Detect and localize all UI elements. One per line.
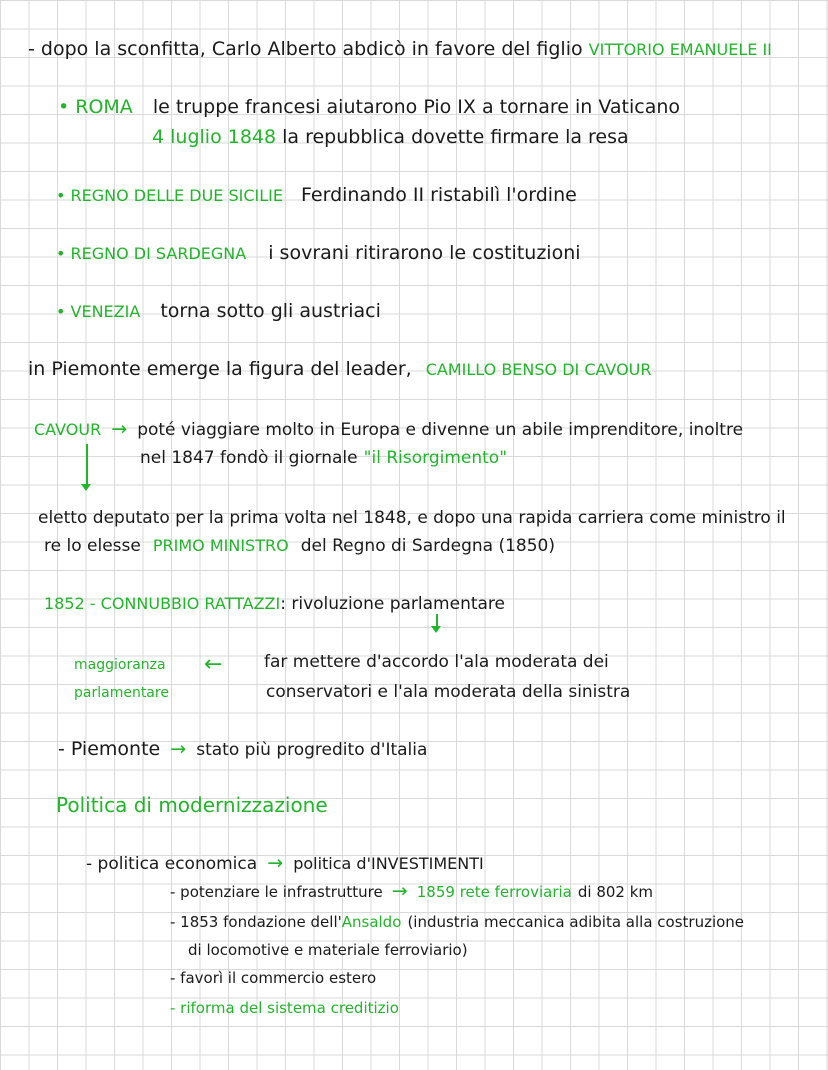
maggioranza-text-1: far mettere d'accordo l'ala moderata dei <box>264 652 609 672</box>
eletto-text-2b: del Regno di Sardegna (1850) <box>300 536 555 556</box>
maggioranza-text-2: conservatori e l'ala moderata della sinistra <box>266 682 631 702</box>
due-sicilie-label: • REGNO DELLE DUE SICILIE <box>56 186 283 205</box>
maggioranza-arrow <box>204 654 222 676</box>
piemonte-stato-line <box>58 738 427 761</box>
piemonte-stato-label: - Piemonte <box>58 738 161 760</box>
roma-label: • ROMA <box>58 96 133 118</box>
cavour-name-highlight: CAMILLO BENSO DI CAVOUR <box>425 360 652 379</box>
roma-date-line <box>152 126 629 148</box>
politica-item-2b <box>188 938 468 961</box>
item2-text-d: di locomotive e materiale ferroviario) <box>188 941 468 959</box>
roma-date-text: la repubblica dovette firmare la resa <box>282 126 629 148</box>
item1-arrow-icon: → <box>391 880 408 902</box>
roma-text: le truppe francesi aiutarono Pio IX a tornare in Vaticano <box>152 96 681 118</box>
item1-km: di 802 km <box>577 883 654 901</box>
item3-text: - favorì il commercio estero <box>170 969 377 987</box>
cavour-text-2: nel 1847 fondò il giornale <box>140 448 358 468</box>
due-sicilie-text: Ferdinando II ristabilì l'ordine <box>301 184 577 206</box>
cavour-line-1 <box>34 418 743 441</box>
politica-heading-text: politica d'INVESTIMENTI <box>293 854 484 873</box>
sardegna-label: • REGNO DI SARDEGNA <box>56 244 247 263</box>
cavour-label: CAVOUR <box>34 420 102 439</box>
connubbio-line <box>44 592 505 615</box>
connubbio-title: 1852 - CONNUBBIO RATTAZZI <box>44 594 281 613</box>
eletto-line-1 <box>38 506 786 529</box>
cavour-line-2 <box>140 446 507 469</box>
eletto-text-2a: re lo elesse <box>44 536 141 556</box>
maggioranza-label-1 <box>74 652 166 676</box>
sardegna-text: i sovrani ritirarono le costituzioni <box>268 242 581 264</box>
cavour-down-arrow-icon <box>81 484 91 491</box>
left-arrow-icon: ← <box>204 652 223 677</box>
roma-date: 4 luglio 1848 <box>152 126 277 148</box>
sconfitta-text: - dopo la sconfitta, Carlo Alberto abdicò in favore del figlio <box>28 38 583 60</box>
maggioranza-label-top: maggioranza <box>74 657 166 673</box>
item4-text: - riforma del sistema creditizio <box>170 999 399 1017</box>
item1-rete: 1859 rete ferroviaria <box>416 883 572 901</box>
piemonte-line <box>28 358 652 381</box>
vittorio-emanuele-highlight: VITTORIO EMANUELE II <box>588 40 772 59</box>
piemonte-stato-text: stato più progredito d'Italia <box>196 740 428 760</box>
connubbio-down-arrow-icon <box>431 626 441 633</box>
maggioranza-line-1 <box>264 650 609 673</box>
cavour-down-line <box>86 444 88 486</box>
venezia-text: torna sotto gli austriaci <box>160 300 381 322</box>
connubbio-text: : rivoluzione parlamentare <box>280 594 505 614</box>
item2-text-a: - 1853 fondazione dell' <box>170 913 342 931</box>
politica-arrow-icon: → <box>267 852 284 874</box>
risorgimento-title: "il Risorgimento" <box>363 448 508 468</box>
piemonte-text: in Piemonte emerge la figura del leader, <box>28 358 412 380</box>
politica-item-2 <box>170 910 744 933</box>
sardegna-line <box>56 242 581 265</box>
venezia-line <box>56 300 381 323</box>
politica-title: Politica di modernizzazione <box>56 793 328 817</box>
due-sicilie-line <box>56 184 577 207</box>
eletto-text-1: eletto deputato per la prima volta nel 1848, e dopo una rapida carriera come ministro il <box>38 508 786 528</box>
roma-line <box>58 96 680 118</box>
maggioranza-line-2 <box>266 680 630 703</box>
item2-text-c: (industria meccanica adibita alla costruzione <box>407 913 745 931</box>
politica-item-4 <box>170 996 399 1019</box>
line-sconfitta <box>28 38 772 61</box>
cavour-text-1: poté viaggiare molto in Europa e divenne un abile imprenditore, inoltre <box>137 420 744 440</box>
politica-heading-line <box>86 852 484 875</box>
politica-item-3 <box>170 966 376 989</box>
eletto-line-2 <box>44 534 555 557</box>
maggioranza-label-bottom: parlamentare <box>74 685 169 701</box>
piemonte-arrow-icon: → <box>170 738 187 760</box>
primo-ministro-highlight: PRIMO MINISTRO <box>152 536 289 555</box>
ansaldo-highlight: Ansaldo <box>341 913 402 931</box>
maggioranza-label-2 <box>74 680 169 704</box>
politica-heading: - politica economica <box>86 854 258 874</box>
item1-text: - potenziare le infrastrutture <box>170 883 383 901</box>
venezia-label: • VENEZIA <box>56 302 141 321</box>
politica-item-1 <box>170 880 653 903</box>
cavour-arrow-icon: → <box>111 418 128 440</box>
